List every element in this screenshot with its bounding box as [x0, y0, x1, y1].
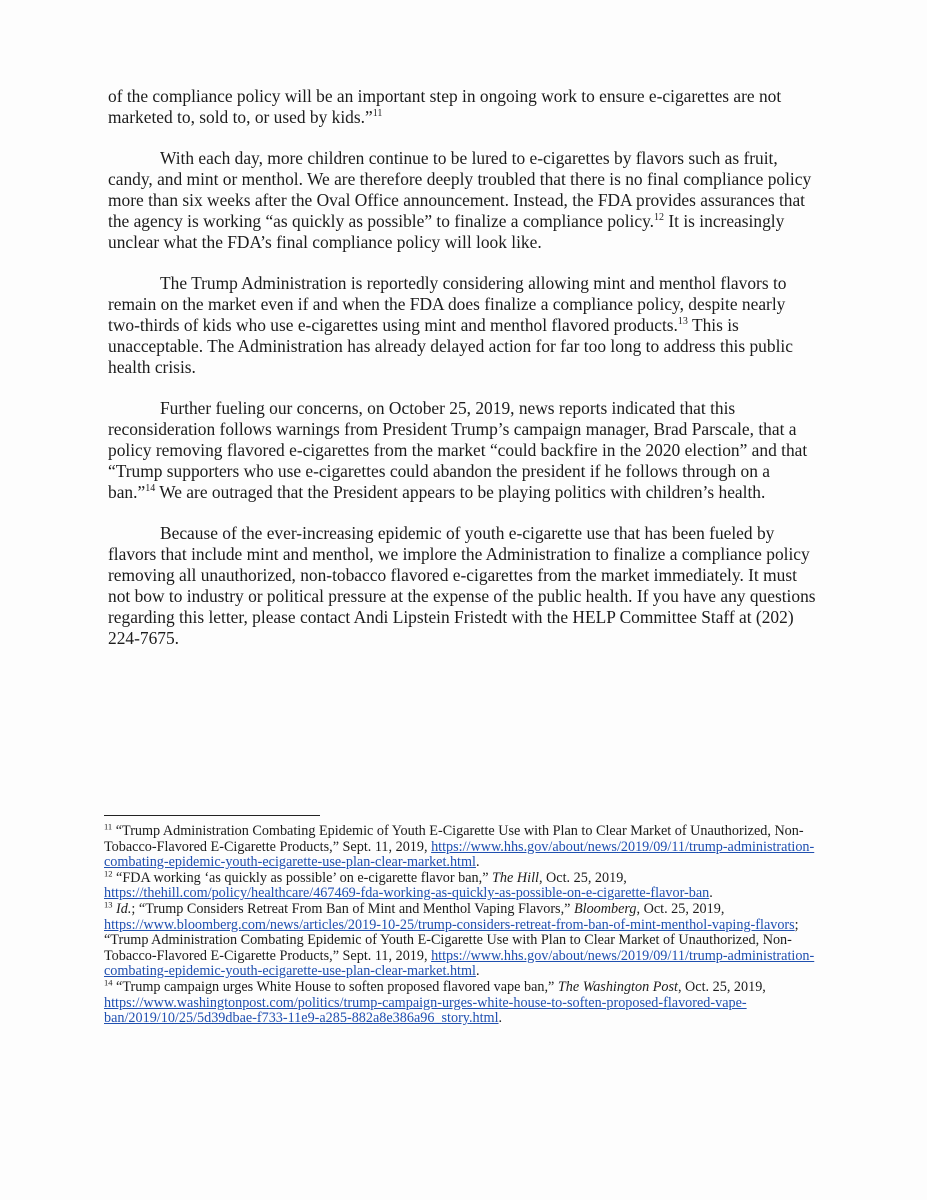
- footnote-13: [104, 899, 816, 980]
- footnote-ref-12[interactable]: 12: [654, 212, 665, 224]
- footnote-ref-14[interactable]: 14: [145, 483, 156, 495]
- footnote-number: 13: [104, 899, 113, 910]
- footnote-number: 14: [104, 977, 113, 988]
- paragraph-5-text: Because of the ever-increasing epidemic of youth e-cigarette use that has been fueled by flavors that include mint and menthol, we implore the Administration to finalize a compliance policy removing all unauthorized, non-tobacco flavored e-cigarettes from the market immediately. It must not bow to industry or political pressure at the expense of the public health. If you have any questions regarding this letter, please contact Andi Lipstein Fristedt with the HELP Committee Staff at (202) 224-7675.: [108, 523, 816, 648]
- paragraph-4: [108, 398, 820, 503]
- footnote-link[interactable]: https://thehill.com/policy/healthcare/467469-fda-working-as-quickly-as-possible-on-e-cigarette-flavor-ban: [104, 885, 710, 902]
- footnote-id: Id.: [116, 900, 132, 917]
- paragraph-4-text: Further fueling our concerns, on October 25, 2019, news reports indicated that this reconsideration follows warnings from President Trump’s campaign manager, Brad Parscale, that a policy removing flavored e-cigarettes from the market “could backfire in the 2020 election” and that “Trump supporters who use e-cigarettes could abandon the president if he follows through on a ban.”: [108, 398, 808, 502]
- footnote-14: [104, 977, 816, 1027]
- paragraph-1-text: of the compliance policy will be an important step in ongoing work to ensure e-cigarettes are not marketed to, sold to, or used by kids.”: [108, 86, 782, 127]
- paragraph-2-text: With each day, more children continue to be lured to e-cigarettes by flavors such as fruit, candy, and mint or menthol. We are therefore deeply troubled that there is no final compliance policy more than six weeks after the Oval Office announcement. Instead, the FDA provides assurances that the agency is working “as quickly as possible” to finalize a compliance policy.: [108, 148, 812, 231]
- footnote-source: Bloomberg: [573, 900, 637, 917]
- footnote-period: .: [498, 1010, 503, 1027]
- footnote-number: 11: [104, 821, 113, 832]
- paragraph-1: [108, 86, 820, 128]
- paragraph-5: [108, 523, 820, 649]
- footnote-source: The Washington Post: [557, 978, 678, 995]
- footnote-ref-11[interactable]: 11: [372, 108, 383, 120]
- footnote-text: ; “Trump Considers Retreat From Ban of Mint and Menthol Vaping Flavors,”: [131, 900, 571, 917]
- footnote-text: “FDA working ‘as quickly as possible’ on e-cigarette flavor ban,”: [116, 869, 489, 886]
- paragraph-2: [108, 148, 820, 253]
- footnote-number: 12: [104, 868, 113, 879]
- footnote-text: “Trump campaign urges White House to soften proposed flavored vape ban,”: [116, 978, 555, 995]
- footnote-link-2[interactable]: https://www.hhs.gov/about/news/2019/09/11/trump-administration-combating-epidemic-youth-ecigarette-use-plan-clear-market.html: [104, 947, 815, 980]
- footnote-text: “Trump Administration Combating Epidemic of Youth E-Cigarette Use with Plan to Clear Market of Unauthorized, Non-Tobacco-Flavored E-Cigarette Products,” Sept. 11, 2019,: [104, 823, 804, 855]
- footnote-text-2: ; “Trump Administration Combating Epidemic of Youth E-Cigarette Use with Plan to Clear Market of Unauthorized, Non-Tobacco-Flavored E-Cigarette Products,” Sept. 11, 2019,: [104, 916, 799, 964]
- footnote-link[interactable]: https://www.bloomberg.com/news/articles/2019-10-25/trump-considers-retreat-from-ban-of-mint-menthol-vaping-flavors: [104, 916, 795, 933]
- paragraph-3: [108, 273, 820, 378]
- footnote-12: [104, 868, 816, 902]
- footnote-date: , Oct. 25, 2019,: [538, 869, 627, 886]
- paragraph-3-text: The Trump Administration is reportedly considering allowing mint and menthol flavors to remain on the market even if and when the FDA does finalize a compliance policy, despite nearly two-thirds of kids who use e-cigarettes using mint and menthol flavored products.: [108, 273, 787, 335]
- footnotes: [104, 821, 816, 1027]
- footnote-ref-13[interactable]: 13: [677, 316, 688, 328]
- letter-body: [108, 86, 820, 669]
- footnote-date: , Oct. 25, 2019,: [677, 978, 766, 995]
- footnote-source: The Hill: [492, 869, 539, 886]
- footnote-divider: [104, 815, 320, 816]
- footnote-period: .: [709, 885, 713, 902]
- footnote-period: .: [475, 963, 480, 980]
- footnote-link[interactable]: https://www.washingtonpost.com/politics/trump-campaign-urges-white-house-to-soften-proposed-flavored-vape-ban/2019/10/25/5d39dbae-f733-11e9-a285-882a8e386a96_story.html: [104, 994, 747, 1027]
- paragraph-2-text-after: It is increasingly unclear what the FDA’s final compliance policy will look like.: [108, 211, 785, 252]
- footnote-11: [104, 821, 816, 871]
- paragraph-3-text-after: This is unacceptable. The Administration has already delayed action for far too long to address this public health crisis.: [108, 315, 793, 377]
- footnote-period: .: [475, 854, 480, 871]
- paragraph-4-text-after: We are outraged that the President appears to be playing politics with children’s health.: [155, 482, 766, 502]
- footnote-link[interactable]: https://www.hhs.gov/about/news/2019/09/11/trump-administration-combating-epidemic-youth-ecigarette-use-plan-clear-market.html: [104, 838, 815, 871]
- footnote-date: , Oct. 25, 2019,: [636, 900, 725, 917]
